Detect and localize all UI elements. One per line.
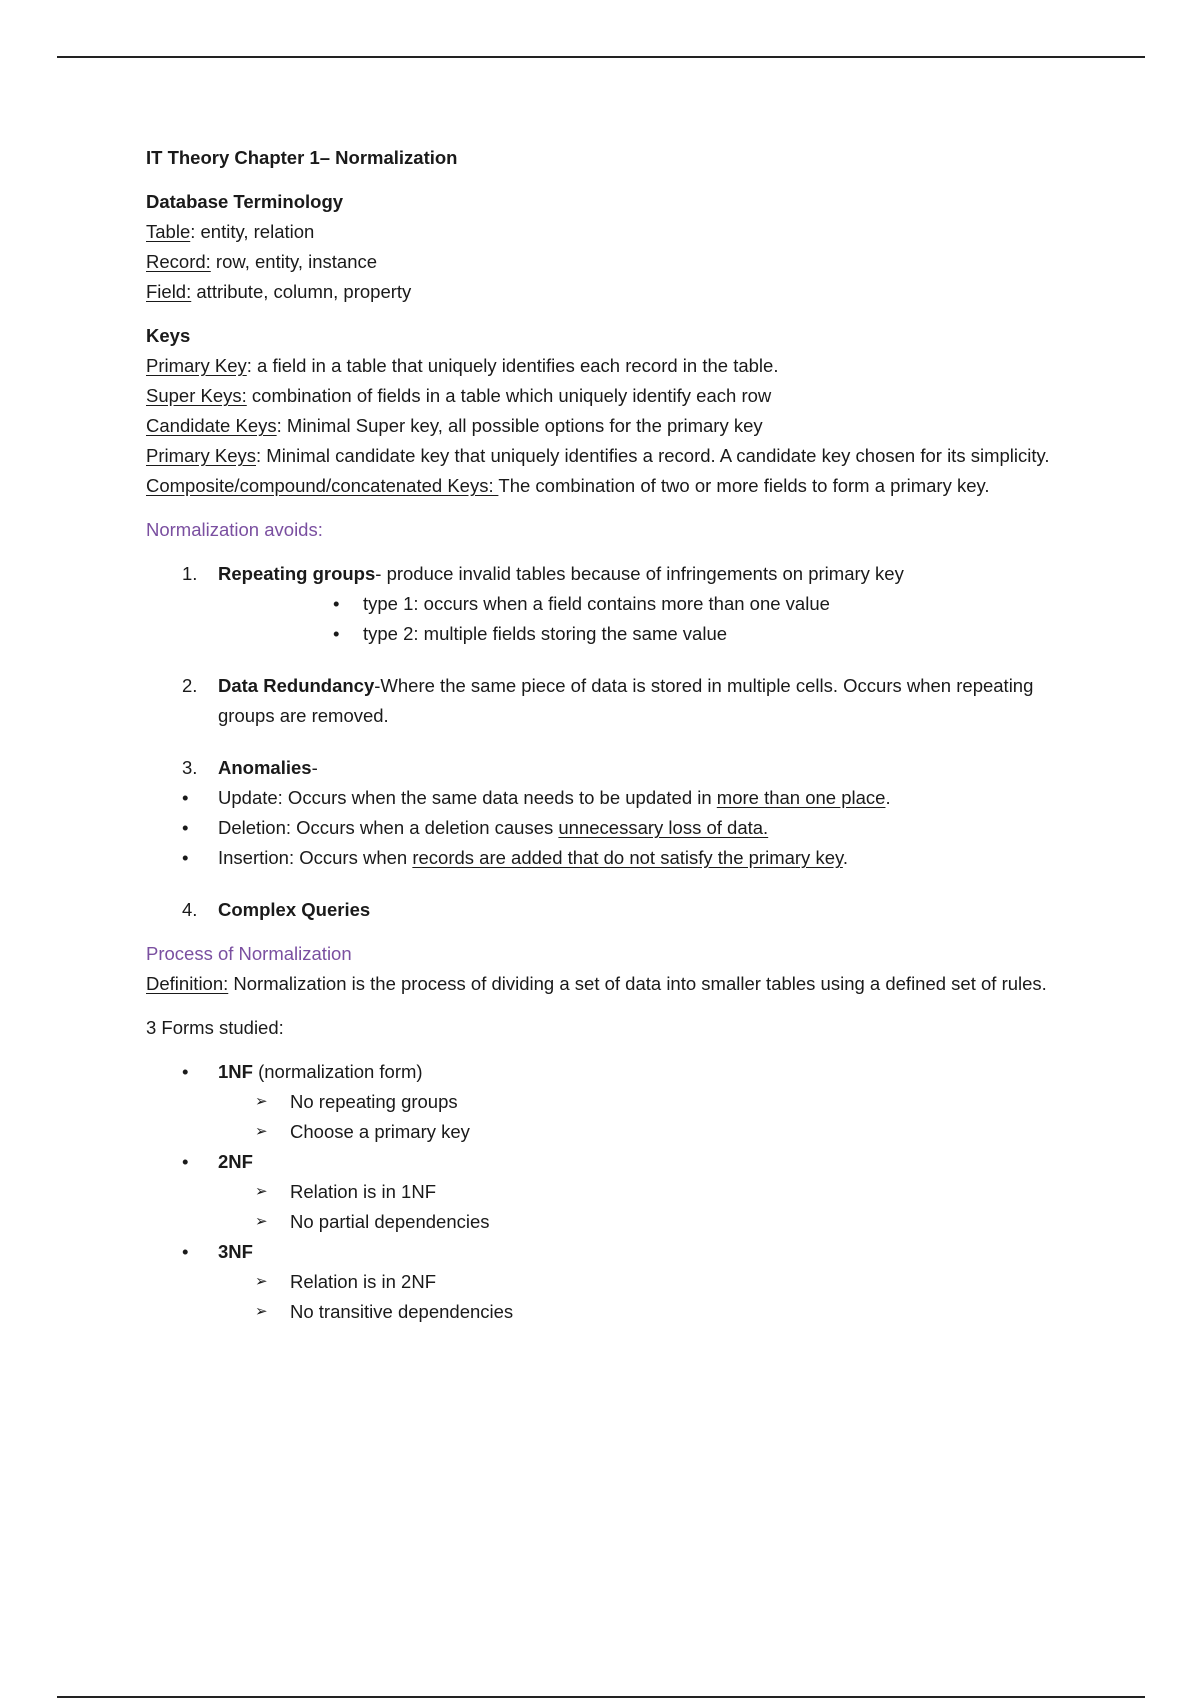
- bullet-dot-icon: •: [182, 1241, 189, 1262]
- form-2nf: [146, 1147, 1086, 1177]
- term-line-field: [146, 277, 1086, 307]
- bullet-dot-icon: •: [182, 847, 189, 868]
- form-name: 1NF: [218, 1061, 253, 1082]
- key-text: : Minimal Super key, all possible options for the primary key: [276, 415, 763, 436]
- key-label: Primary Keys: [146, 445, 256, 466]
- key-line-primary-keys: [146, 441, 1086, 471]
- avoids-heading: Normalization avoids:: [146, 519, 323, 540]
- avoid-item-complex-queries: [146, 895, 1086, 925]
- key-label: Primary Key: [146, 355, 247, 376]
- list-number: 1.: [182, 563, 198, 584]
- list-number: 2.: [182, 675, 198, 696]
- anomaly-tail: .: [885, 787, 891, 808]
- key-label: Super Keys:: [146, 385, 247, 406]
- bullet-dot-icon: •: [333, 593, 340, 614]
- list-item: [146, 1267, 1086, 1297]
- avoid-item-text: - produce invalid tables because of infringements on primary key: [375, 563, 904, 584]
- arrow-bullet-icon: ➢: [255, 1273, 268, 1290]
- bullet-text: type 2: multiple fields storing the same value: [363, 623, 728, 644]
- term-line-table: [146, 217, 1086, 247]
- key-text: The combination of two or more fields to form a primary key.: [498, 475, 990, 496]
- definition-label: Definition:: [146, 973, 229, 994]
- arrow-bullet-icon: ➢: [255, 1093, 268, 1110]
- anomaly-text: Deletion: Occurs when a deletion causes: [218, 817, 559, 838]
- repeating-groups-types: [146, 589, 1086, 649]
- list-item: [146, 1117, 1086, 1147]
- term-text: row, entity, instance: [210, 251, 378, 272]
- form-note: (normalization form): [252, 1061, 423, 1082]
- list-number: 3.: [182, 757, 198, 778]
- avoid-item-title: Repeating groups: [218, 563, 376, 584]
- anomaly-tail: .: [842, 847, 848, 868]
- definition: [146, 969, 1086, 999]
- arrow-bullet-icon: ➢: [255, 1303, 268, 1320]
- form-point: No transitive dependencies: [290, 1301, 514, 1322]
- keys-heading: Keys: [146, 325, 191, 346]
- key-line-composite: [146, 471, 1086, 501]
- avoid-item-data-redundancy: [146, 671, 1086, 731]
- avoid-item-title: Anomalies: [218, 757, 312, 778]
- key-text: : a field in a table that uniquely identifies each record in the table.: [246, 355, 779, 376]
- bullet-dot-icon: •: [182, 787, 189, 808]
- term-label: Table: [146, 221, 191, 242]
- form-point: No partial dependencies: [290, 1211, 490, 1232]
- key-label: Candidate Keys: [146, 415, 277, 436]
- list-item: [146, 1207, 1086, 1237]
- key-label: Composite/compound/concatenated Keys:: [146, 475, 499, 496]
- key-line-candidate: [146, 411, 1086, 441]
- avoid-item-text: -Where the same piece of data is stored in multiple cells. Occurs when repeating groups are removed.: [218, 675, 1034, 726]
- arrow-bullet-icon: ➢: [255, 1123, 268, 1140]
- anomaly-insertion: [146, 843, 1086, 873]
- anomaly-text: Update: Occurs when the same data needs to be updated in: [218, 787, 717, 808]
- term-label: Field:: [146, 281, 192, 302]
- anomaly-deletion: [146, 813, 1086, 843]
- keys-section: [146, 321, 1086, 501]
- bullet-text: type 1: occurs when a field contains more than one value: [363, 593, 830, 614]
- arrow-bullet-icon: ➢: [255, 1183, 268, 1200]
- list-item: [333, 619, 1086, 649]
- form-name: 2NF: [218, 1151, 253, 1172]
- avoid-item-title: Data Redundancy: [218, 675, 375, 696]
- page-title: IT Theory Chapter 1– Normalization: [146, 147, 458, 168]
- key-text: combination of fields in a table which uniquely identify each row: [246, 385, 772, 406]
- key-line-super: [146, 381, 1086, 411]
- terminology-section: [146, 187, 1086, 307]
- key-text: : Minimal candidate key that uniquely identifies a record. A candidate key chosen for its simplicity.: [256, 445, 1050, 466]
- avoid-item-title: Complex Queries: [218, 899, 371, 920]
- term-label: Record:: [146, 251, 211, 272]
- list-number: 4.: [182, 899, 198, 920]
- form-point: Relation is in 2NF: [290, 1271, 437, 1292]
- document-page: [146, 143, 1086, 1341]
- footer-rule: [57, 1696, 1145, 1698]
- form-point: No repeating groups: [290, 1091, 458, 1112]
- term-line-record: [146, 247, 1086, 277]
- term-text: : entity, relation: [190, 221, 315, 242]
- list-item: [333, 589, 1086, 619]
- list-item: [146, 1177, 1086, 1207]
- terminology-heading: Database Terminology: [146, 191, 344, 212]
- list-item: [146, 1297, 1086, 1327]
- avoid-item-repeating-groups: [146, 559, 1086, 589]
- bullet-dot-icon: •: [333, 623, 340, 644]
- bullet-dot-icon: •: [182, 1151, 189, 1172]
- form-3nf: [146, 1237, 1086, 1267]
- process-section: [146, 939, 1086, 1327]
- form-1nf: [146, 1057, 1086, 1087]
- bullet-dot-icon: •: [182, 1061, 189, 1082]
- header-rule: [57, 56, 1145, 58]
- avoid-item-text: -: [311, 757, 318, 778]
- term-text: attribute, column, property: [191, 281, 412, 302]
- process-heading: Process of Normalization: [146, 943, 352, 964]
- form-point: Relation is in 1NF: [290, 1181, 437, 1202]
- anomaly-update: [146, 783, 1086, 813]
- anomaly-text: Insertion: Occurs when: [218, 847, 413, 868]
- bullet-dot-icon: •: [182, 817, 189, 838]
- forms-intro: 3 Forms studied:: [146, 1017, 284, 1038]
- arrow-bullet-icon: ➢: [255, 1213, 268, 1230]
- form-point: Choose a primary key: [290, 1121, 470, 1142]
- avoids-section: [146, 515, 1086, 925]
- anomaly-emphasis: unnecessary loss of data.: [558, 817, 769, 838]
- definition-text: Normalization is the process of dividing a set of data into smaller tables using a defined set of rules.: [228, 973, 1047, 994]
- anomaly-emphasis: more than one place: [716, 787, 886, 808]
- avoid-item-anomalies: [146, 753, 1086, 783]
- anomaly-emphasis: records are added that do not satisfy the primary key: [412, 847, 843, 868]
- list-item: [146, 1087, 1086, 1117]
- form-name: 3NF: [218, 1241, 253, 1262]
- key-line-primary: [146, 351, 1086, 381]
